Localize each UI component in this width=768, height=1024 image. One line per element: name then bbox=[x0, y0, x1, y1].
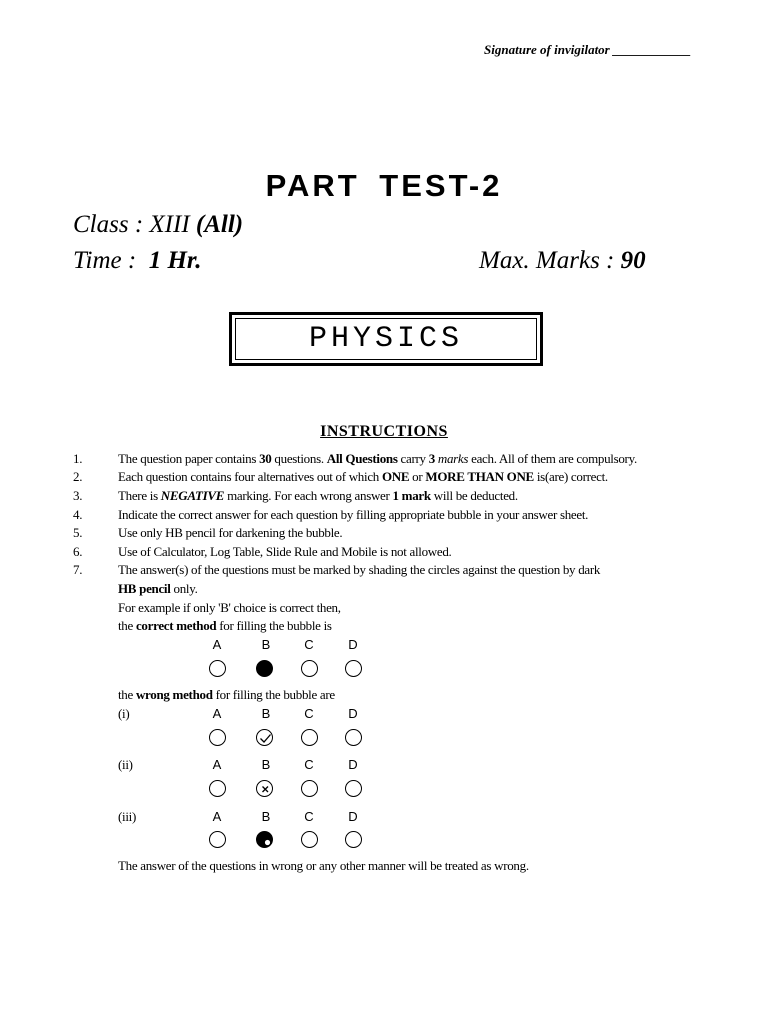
bubble-c-empty bbox=[301, 780, 318, 797]
bubble-a-empty bbox=[209, 660, 226, 677]
instruction-text: or bbox=[409, 469, 426, 484]
bubble-a-empty bbox=[209, 831, 226, 848]
instruction-number: 5. bbox=[73, 525, 83, 540]
instruction-number: 3. bbox=[73, 488, 83, 503]
instruction-7: The answer(s) of the questions must be marked by shading the circles against the question by dark bbox=[118, 562, 601, 577]
instruction-text: each. All of them are compulsory. bbox=[468, 451, 637, 466]
instruction-text: There is bbox=[118, 488, 161, 503]
wrong-example-3-label: (iii) bbox=[118, 809, 136, 824]
bubble-d-empty bbox=[345, 729, 362, 746]
instruction-emphasis: HB pencil bbox=[118, 581, 171, 596]
instruction-3 bbox=[118, 488, 518, 504]
bubble-b-partial bbox=[256, 831, 273, 848]
instruction-text: the bbox=[118, 618, 136, 633]
instruction-text: marking. For each wrong answer bbox=[224, 488, 393, 503]
bubble-b-tick bbox=[256, 729, 273, 746]
closing-note: The answer of the questions in wrong or any other manner will be treated as wrong. bbox=[118, 858, 529, 873]
option-label-b: B bbox=[261, 637, 271, 652]
option-label-c: C bbox=[304, 757, 314, 772]
option-label-a: A bbox=[212, 706, 222, 721]
instruction-text: questions. bbox=[271, 451, 327, 466]
instruction-emphasis: 1 mark bbox=[392, 488, 431, 503]
option-label-d: D bbox=[348, 637, 358, 652]
bubble-a-empty bbox=[209, 729, 226, 746]
time-line bbox=[73, 247, 202, 275]
instruction-4: Indicate the correct answer for each question by filling appropriate bubble in your answer sheet. bbox=[118, 507, 589, 522]
class-label: Class : bbox=[73, 211, 144, 238]
subject-name: PHYSICS bbox=[235, 318, 537, 360]
class-value: XIII bbox=[149, 211, 190, 238]
instruction-number: 4. bbox=[73, 507, 83, 522]
question-count: 30 bbox=[259, 451, 272, 466]
instructions-heading: INSTRUCTIONS bbox=[320, 423, 448, 440]
option-label-a: A bbox=[212, 809, 222, 824]
instruction-text: is(are) correct. bbox=[533, 469, 608, 484]
option-label-d: D bbox=[348, 809, 358, 824]
instruction-number: 6. bbox=[73, 544, 83, 559]
instruction-6: Use of Calculator, Log Table, Slide Rule and Mobile is not allowed. bbox=[118, 544, 452, 559]
correct-method-line bbox=[118, 618, 332, 634]
option-label-c: C bbox=[304, 706, 314, 721]
option-label-b: B bbox=[261, 706, 271, 721]
instruction-number: 7. bbox=[73, 562, 83, 577]
bubble-b-cross bbox=[256, 780, 273, 797]
bubble-a-empty bbox=[209, 780, 226, 797]
option-label-c: C bbox=[304, 809, 314, 824]
class-note: (All) bbox=[195, 211, 244, 238]
option-label-c: C bbox=[304, 637, 314, 652]
instruction-7-cont bbox=[118, 581, 198, 597]
instruction-number: 1. bbox=[73, 451, 83, 466]
max-marks-line bbox=[479, 247, 646, 275]
bubble-d-empty bbox=[345, 660, 362, 677]
class-line bbox=[73, 211, 243, 239]
tick-mark-icon bbox=[257, 730, 274, 747]
instruction-number: 2. bbox=[73, 469, 83, 484]
instruction-text: for filling the bubble are bbox=[212, 687, 335, 702]
time-label: Time : bbox=[73, 247, 137, 274]
instruction-5: Use only HB pencil for darkening the bubble. bbox=[118, 525, 343, 540]
instruction-emphasis: MORE THAN ONE bbox=[425, 469, 534, 484]
instruction-text: for filling the bubble is bbox=[216, 618, 332, 633]
page-title: PART TEST-2 bbox=[265, 168, 503, 203]
option-label-b: B bbox=[261, 809, 271, 824]
marks-label: Max. Marks : bbox=[479, 247, 615, 274]
instruction-emphasis: marks bbox=[434, 451, 469, 466]
wrong-example-2-label: (ii) bbox=[118, 757, 133, 772]
instruction-text: the bbox=[118, 687, 136, 702]
subject-box bbox=[229, 312, 543, 366]
cross-mark-icon bbox=[257, 781, 274, 798]
bubble-c-empty bbox=[301, 660, 318, 677]
bubble-c-empty bbox=[301, 729, 318, 746]
option-label-b: B bbox=[261, 757, 271, 772]
instruction-emphasis: correct method bbox=[135, 618, 217, 633]
option-label-d: D bbox=[348, 706, 358, 721]
option-label-a: A bbox=[212, 757, 222, 772]
partial-fill-gap-icon bbox=[257, 832, 274, 849]
time-value: 1 Hr. bbox=[148, 247, 202, 274]
instruction-text: will be deducted. bbox=[430, 488, 518, 503]
instruction-text: The question paper contains bbox=[118, 451, 260, 466]
bubble-d-empty bbox=[345, 780, 362, 797]
instruction-2 bbox=[118, 469, 608, 485]
option-label-a: A bbox=[212, 637, 222, 652]
wrong-example-1-label: (i) bbox=[118, 706, 130, 721]
marks-value: 90 bbox=[620, 247, 646, 274]
bubble-c-empty bbox=[301, 831, 318, 848]
example-intro: For example if only 'B' choice is correct then, bbox=[118, 600, 341, 615]
bubble-d-empty bbox=[345, 831, 362, 848]
instruction-emphasis: NEGATIVE bbox=[160, 488, 225, 503]
wrong-method-line bbox=[118, 687, 335, 703]
instruction-text: only. bbox=[170, 581, 198, 596]
marks-per-question: 3 bbox=[428, 451, 435, 466]
instruction-emphasis: ONE bbox=[381, 469, 410, 484]
instruction-text: Each question contains four alternatives out of which bbox=[118, 469, 382, 484]
bubble-b-filled bbox=[256, 660, 273, 677]
instruction-text: carry bbox=[397, 451, 429, 466]
instruction-emphasis: wrong method bbox=[135, 687, 213, 702]
invigilator-signature-line: Signature of invigilator ____________ bbox=[484, 42, 691, 57]
instruction-1 bbox=[118, 451, 637, 467]
option-label-d: D bbox=[348, 757, 358, 772]
instruction-emphasis: All Questions bbox=[326, 451, 398, 466]
